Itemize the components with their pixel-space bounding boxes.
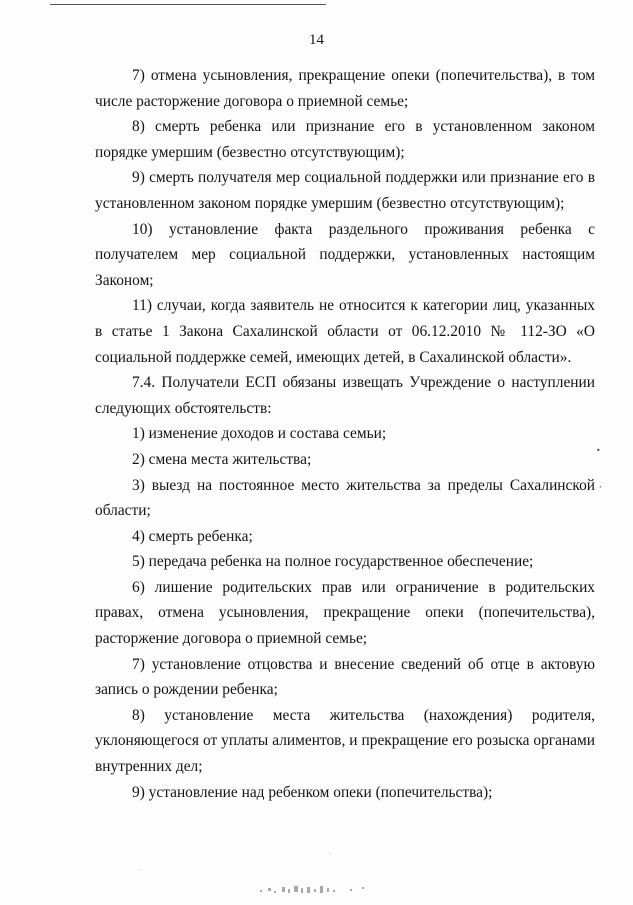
paragraph: 8) смерть ребенка или признание его в установленном законом порядке умершим (безвестно отсутствующим);: [95, 118, 595, 161]
scan-noise-mark: [258, 884, 376, 896]
paragraph: 7) отмена усыновления, прекращение опеки (попечительства), в том числе расторжение договора о приемной семье;: [95, 67, 595, 110]
scan-speck: •: [596, 446, 601, 455]
paragraph: 7.4. Получатели ЕСП обязаны извещать Учреждение о наступлении следующих обстоятельств:: [95, 374, 595, 417]
scan-edge-line: [50, 4, 326, 5]
scan-speck: ·: [140, 867, 142, 873]
scan-speck: ·: [330, 851, 332, 857]
paragraph: 5) передача ребенка на полное государственное обеспечение;: [132, 553, 534, 571]
document-body: [95, 63, 595, 805]
paragraph: 3) выезд на постоянное место жительства за пределы Сахалинской области;: [95, 476, 595, 520]
paragraph: 10) установление факта раздельного проживания ребенка с получателем мер социальной поддержки, установленных настоящим Законом;: [95, 220, 595, 289]
paragraph: 7) установление отцовства и внесение сведений об отце в актовую запись о рождении ребенка;: [95, 655, 595, 699]
paragraph: 11) случаи, когда заявитель не относится к категории лиц, указанных в статье 1 Закона Сахалинской области от 06.12.2010 № 112-ЗО «О социальной поддержке семей, имеющих детей, в Сахалинской области».: [95, 297, 595, 366]
paragraph: 2) смена места жительства;: [132, 450, 312, 468]
paragraph: 6) лишение родительских прав или ограничение в родительских правах, отмена усыновления, прекращение опеки (попечительства), расторжение договора о приемной семье;: [95, 578, 595, 648]
paragraph: 9) смерть получателя мер социальной поддержки или признание его в установленном законом порядке умершим (безвестно отсутствующим);: [95, 169, 595, 212]
paragraph: 1) изменение доходов и состава семьи;: [132, 425, 387, 443]
paragraph: 8) установление места жительства (нахождения) родителя, уклоняющегося от уплаты алиментов, и прекращение его розыска органами внутренних дел;: [95, 706, 595, 776]
page-number: 14: [309, 32, 324, 48]
paragraph: 4) смерть ребенка;: [132, 527, 253, 545]
scan-speck: ‚: [599, 480, 602, 489]
paragraph: 9) установление над ребенком опеки (попечительства);: [132, 783, 493, 801]
